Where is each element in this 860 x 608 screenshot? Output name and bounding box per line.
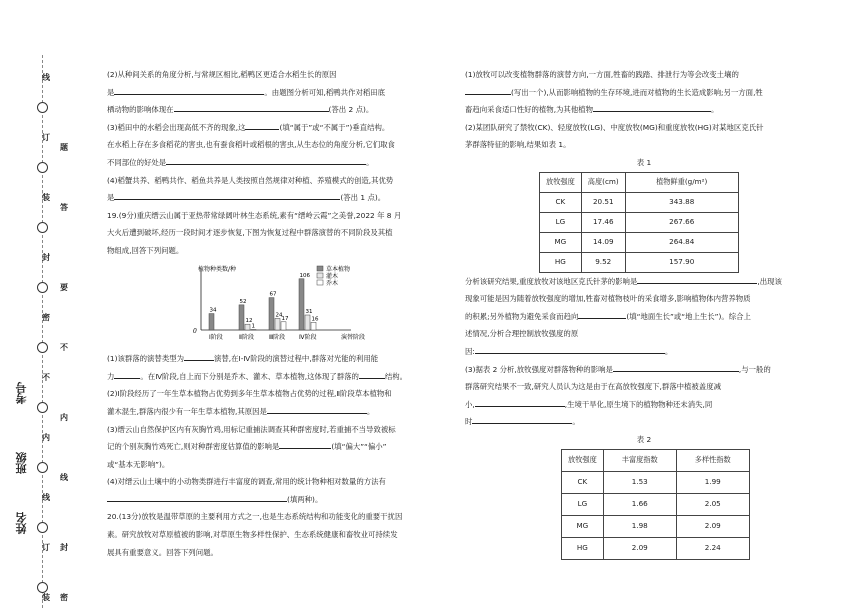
margin-char: 线 (60, 473, 68, 482)
text-line: (2)Ⅰ阶段经历了一年生草本植物占优势到多年生草本植物占优势的过程,Ⅱ阶段草本植物和 (107, 389, 392, 399)
margin-char: 线 (42, 493, 50, 502)
margin-char: 订 (42, 133, 50, 142)
x-tick-label: Ⅰ阶段 (209, 333, 223, 341)
table-cell: 267.66 (625, 212, 738, 232)
name-label: 姓名 (15, 512, 28, 534)
answer-blank[interactable] (166, 154, 366, 165)
table-cell: 264.84 (625, 232, 738, 252)
margin-char: 要 (60, 283, 68, 292)
text-line: 畜趋向采食适口性好的植物,为其他植物 。 (465, 101, 823, 119)
text-line: 分析该研究结果,重度放牧对该地区克氏针茅的影响是 ,出现该 (465, 273, 823, 291)
text-line: (4)稻蟹共养、稻鸭共作、稻鱼共养是人类按照自然规律对种植、养殖模式的创造,其优势 (107, 175, 394, 185)
text-line: 因: 。 (465, 343, 823, 361)
table-row (540, 212, 739, 232)
answer-blank[interactable] (267, 403, 367, 414)
table-cell: 343.88 (625, 192, 738, 212)
answer-blank[interactable] (359, 368, 385, 379)
answer-blank[interactable] (114, 368, 140, 379)
margin-char: 密 (42, 313, 50, 322)
table-cell: LG (562, 493, 604, 515)
table-cell: HG (562, 537, 604, 559)
bar-value-label: 24 (275, 311, 283, 318)
margin-char: 不 (42, 373, 50, 382)
hole-circle (37, 102, 48, 113)
text-line: 物组成,回答下列问题。 (107, 245, 184, 255)
chart-bar (275, 318, 280, 330)
table-cell: 2.05 (676, 493, 749, 515)
answer-blank[interactable] (184, 350, 214, 361)
table-cell: 157.90 (625, 252, 738, 272)
table-cell: 1.98 (603, 515, 676, 537)
bar-value-label: 31 (305, 308, 313, 315)
hole-circle (37, 522, 48, 533)
hole-circle (37, 222, 48, 233)
text-line: (填两种)。 (107, 491, 453, 509)
margin-char: 答 (60, 203, 68, 212)
table-cell: 20.51 (581, 192, 625, 212)
table-header-row (562, 449, 750, 471)
x-tick-label: Ⅲ阶段 (269, 333, 286, 341)
margin-char: 不 (60, 343, 68, 352)
table-header: 丰富度指数 (603, 449, 676, 471)
x-tick-label: Ⅱ阶段 (239, 333, 254, 341)
chart-bar (209, 313, 214, 329)
table-cell: 2.24 (676, 537, 749, 559)
margin-char: 封 (42, 253, 50, 262)
table-cell: 1.66 (603, 493, 676, 515)
table-cell: 14.09 (581, 232, 625, 252)
text-line: (2)从种间关系的角度分析,与常规区相比,稻鸭区更适合水稻生长的原因 (107, 70, 337, 79)
hole-circle (37, 162, 48, 173)
text-line: (4)对缙云山土壤中的小动物类群进行丰富度的调查,常用的统计物种相对数量的方法有 (107, 477, 386, 487)
text-line: 栖动物的影响体现在 (答出 2 点)。 (107, 101, 453, 119)
chart-bar (305, 315, 310, 330)
margin-char: 封 (60, 543, 68, 552)
table-header: 放牧强度 (562, 449, 604, 471)
text-line: 力 。在Ⅳ阶段,自上而下分别是乔木、灌木、草本植物,这体现了群落的 结构。 (107, 368, 453, 386)
text-line: 现象可能是因为随着放牧强度的增加,牲畜对植物枝叶的采食增多,影响植物体内营养物质 (465, 294, 751, 304)
table-row (562, 537, 750, 559)
text-line: 述情况,分析合理控制放牧强度的原 (465, 329, 579, 339)
answer-blank[interactable] (475, 343, 665, 354)
axis-origin-label: 0 (193, 327, 197, 335)
table-cell: 9.52 (581, 252, 625, 272)
text-line: (写出一个),从而影响植物的生存环境,进而对植物的生长造成影响;另一方面,牲 (465, 84, 823, 102)
text-line: 或“基本无影响”)。 (107, 459, 170, 469)
text-line: 记的个别灰胸竹鸡死亡,则对种群密度估算值的影响是 (填“偏大”“偏小” (107, 438, 453, 456)
text-line: 素。研究放牧对草原植被的影响,对草原生物多样性保护、生态系统健康和畜牧业可持续发 (107, 530, 398, 540)
answer-blank[interactable] (465, 84, 511, 95)
text-line: 在水稻上存在多食稻花的害虫,也有蚕食稻叶或稻根的害虫,从生态位的角度分析,它们取食 (107, 140, 395, 150)
table-row (562, 471, 750, 493)
answer-blank[interactable] (593, 101, 711, 112)
margin-char: 订 (42, 543, 50, 552)
table-header: 植物鲜重(g/m²) (625, 172, 738, 192)
table-cell: HG (540, 252, 582, 272)
answer-blank[interactable] (245, 119, 279, 130)
answer-blank[interactable] (637, 273, 757, 284)
binding-margin (0, 0, 100, 608)
text-line: 灌木混生,群落内很少有一年生草本植物,其原因是 。 (107, 403, 453, 421)
text-line: (3)稻田中的水稻会出现高低不齐的现象,这 (填“属于”或“不属于”)垂直结构。 (107, 119, 453, 137)
answer-blank[interactable] (613, 361, 739, 372)
bar-value-label: 1 (251, 323, 255, 330)
table-cell: MG (540, 232, 582, 252)
legend-label: 乔木 (326, 279, 339, 287)
hole-circle (37, 282, 48, 293)
text-line: 茅群落特征的影响,结果如表 1。 (465, 140, 571, 150)
text-line: 时 。 (465, 413, 823, 431)
table-cell: 2.09 (603, 537, 676, 559)
chart-bar (299, 278, 304, 329)
margin-char: 装 (42, 593, 50, 602)
text-line: (3)缙云山自然保护区内有灰胸竹鸡,用标记重捕法调查其种群密度时,若重捕不当导致被标 (107, 424, 396, 434)
chart-bar (239, 304, 244, 329)
answer-blank[interactable] (114, 189, 340, 200)
margin-char: 密 (60, 593, 68, 602)
answer-blank[interactable] (578, 308, 626, 319)
table-cell: 2.09 (676, 515, 749, 537)
text-line: 不同部位的好处是 。 (107, 154, 453, 172)
succession-bar-chart (187, 262, 387, 344)
chart-bar (281, 321, 286, 329)
table-cell: CK (562, 471, 604, 493)
exam-no-label: 考号 (15, 382, 28, 404)
margin-char: 题 (60, 143, 68, 152)
legend-label: 草本植物 (326, 265, 351, 273)
grazing-diversity-table (561, 449, 750, 560)
bar-value-label: 52 (239, 298, 247, 305)
class-label: 班级 (15, 452, 28, 474)
bar-value-label: 16 (311, 315, 319, 322)
legend-swatch (317, 266, 323, 271)
table-cell: CK (540, 192, 582, 212)
table-cell: 17.46 (581, 212, 625, 232)
table-header: 多样性指数 (676, 449, 749, 471)
margin-char: 内 (42, 433, 50, 442)
table-row (540, 232, 739, 252)
legend-swatch (317, 280, 323, 285)
bar-value-label: 17 (281, 315, 289, 322)
legend-swatch (317, 273, 323, 278)
x-axis-label: 演替阶段 (341, 333, 366, 341)
text-line: 展具有重要意义。回答下列问题。 (107, 547, 218, 557)
hole-circle (37, 402, 48, 413)
text-line: 的积累;另外植物为避免采食而趋向 (填“地面生长”或“地上生长”)。综合上 (465, 308, 823, 326)
answer-blank[interactable] (114, 84, 264, 95)
left-column (107, 66, 453, 561)
text-line: 小, ,生境干旱化,原生境下的植物物种还未消失,同 (465, 396, 823, 414)
text-line: (1)该群落的演替类型为 演替,在Ⅰ-Ⅳ阶段的演替过程中,群落对光能的利用能 (107, 350, 453, 368)
y-axis-label: 植物种类数/种 (198, 265, 237, 273)
margin-char: 内 (60, 413, 68, 422)
text-line: 是 (答出 1 点)。 (107, 189, 453, 207)
chart-bar (311, 322, 316, 330)
table-caption: 表 1 (636, 157, 652, 167)
bar-value-label: 12 (245, 317, 253, 324)
answer-blank[interactable] (279, 438, 331, 449)
chart-bar (245, 324, 250, 330)
text-line: (2)某团队研究了禁牧(CK)、轻度放牧(LG)、中度放牧(MG)和重度放牧(HG)对某地区克氏针 (465, 122, 764, 132)
grazing-height-table (539, 172, 739, 273)
question-19-stem: 19.(9分)重庆缙云山属于亚热带常绿阔叶林生态系统,素有“缙岭云霞”之美誉,2022 年 8 月 (107, 210, 402, 220)
table-row (562, 515, 750, 537)
text-line: (3)据表 2 分析,放牧强度对群落物种的影响是 ,与一般的 (465, 361, 823, 379)
table-row (540, 192, 739, 212)
answer-blank[interactable] (472, 413, 572, 424)
table-cell: 1.99 (676, 471, 749, 493)
text-line: (1)放牧可以改变植物群落的演替方向,一方面,牲畜的践踏、排泄行为等会改变土壤的 (465, 70, 739, 79)
table-caption: 表 2 (636, 434, 652, 444)
bar-value-label: 34 (209, 307, 217, 314)
table-header-row (540, 172, 739, 192)
table-row (562, 493, 750, 515)
answer-blank[interactable] (107, 491, 287, 502)
table-cell: 1.53 (603, 471, 676, 493)
hole-circle (37, 462, 48, 473)
answer-blank[interactable] (475, 396, 565, 407)
table-cell: LG (540, 212, 582, 232)
x-tick-label: Ⅳ阶段 (299, 333, 317, 341)
bar-value-label: 106 (299, 272, 310, 279)
table-header: 放牧强度 (540, 172, 582, 192)
text-line: 大火后遭到破坏,经历一段时间才逐步恢复,下图为恢复过程中群落演替的不同阶段及其植 (107, 228, 393, 238)
legend-label: 灌木 (326, 272, 339, 280)
text-line: 是 。由题图分析可知,稻鸭共作对稻田底 (107, 84, 453, 102)
table-header: 高度(cm) (581, 172, 625, 192)
margin-char: 线 (42, 73, 50, 82)
answer-blank[interactable] (174, 101, 329, 112)
right-column (465, 66, 823, 560)
question-20-stem: 20.(13分)放牧是温带草原的主要利用方式之一,也是生态系统结构和功能变化的重要干扰因 (107, 512, 403, 522)
chart-bar (269, 297, 274, 329)
table-cell: MG (562, 515, 604, 537)
hole-circle (37, 342, 48, 353)
table-row (540, 252, 739, 272)
margin-char: 装 (42, 193, 50, 202)
bar-value-label: 67 (269, 291, 277, 298)
text-line: 群落研究结果不一致,研究人员认为这是由于在高放牧强度下,群落中植被盖度减 (465, 382, 721, 392)
